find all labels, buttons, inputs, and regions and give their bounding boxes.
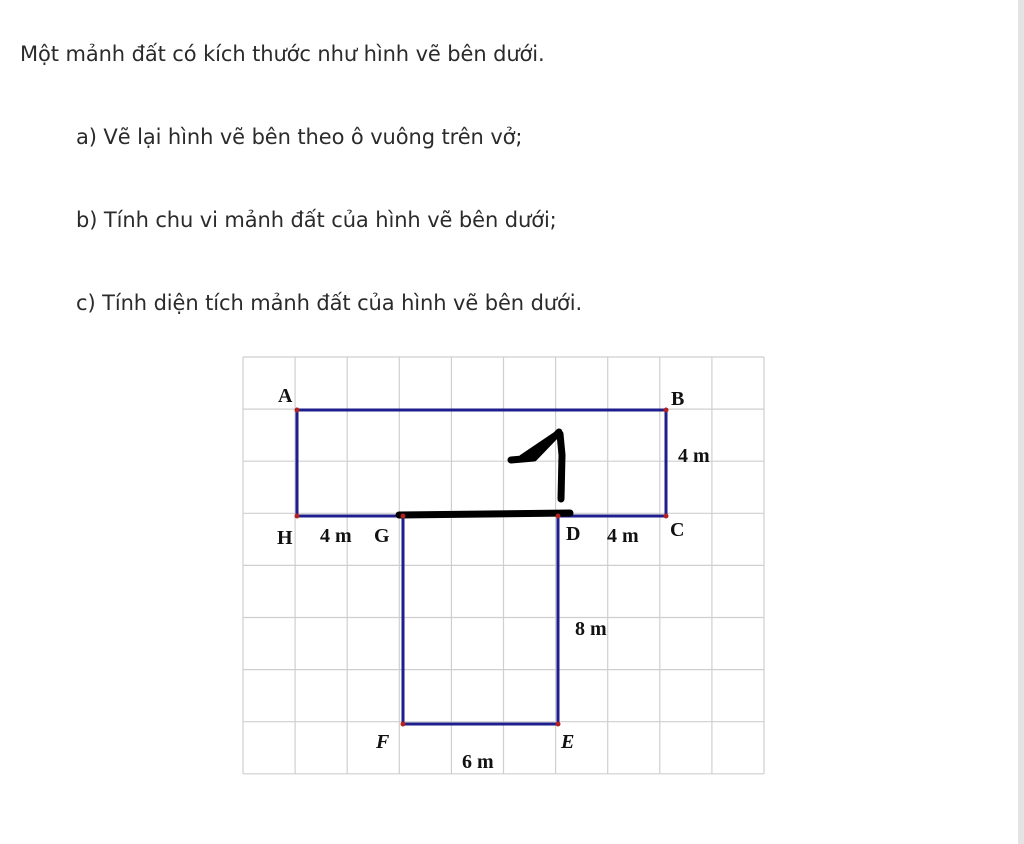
problem-intro: Một mảnh đất có kích thước như hình vẽ bên dưới. xyxy=(20,42,545,66)
label-point-b: B xyxy=(671,388,685,410)
measure-fe: 6 m xyxy=(462,751,494,773)
grid-paper xyxy=(243,357,764,774)
vertex-d xyxy=(556,514,561,519)
measure-de: 8 m xyxy=(575,618,607,640)
vertex-g xyxy=(401,514,406,519)
vertex-c xyxy=(664,514,669,519)
label-point-c: C xyxy=(670,519,685,541)
vertex-dots xyxy=(295,408,669,727)
handwritten-gd-stroke xyxy=(399,513,570,515)
label-point-f: F xyxy=(376,731,390,753)
question-a: a) Vẽ lại hình vẽ bên theo ô vuông trên vở; xyxy=(76,125,523,149)
measure-dc: 4 m xyxy=(607,525,639,547)
plot-outline xyxy=(297,410,666,724)
vertex-b xyxy=(664,408,669,413)
question-c: c) Tính diện tích mảnh đất của hình vẽ bên dưới. xyxy=(76,291,583,315)
measure-bc: 4 m xyxy=(678,445,710,467)
vertex-f xyxy=(401,722,406,727)
label-point-d: D xyxy=(566,523,581,545)
measure-hg: 4 m xyxy=(320,525,352,547)
question-b: b) Tính chu vi mảnh đất của hình vẽ bên dưới; xyxy=(76,208,557,232)
handwritten-annotation xyxy=(399,432,570,515)
label-point-g: G xyxy=(374,525,390,547)
label-point-h: H xyxy=(277,527,293,549)
vertex-h xyxy=(295,514,300,519)
label-point-e: E xyxy=(561,731,575,753)
handwritten-number-one xyxy=(511,432,562,499)
vertex-e xyxy=(556,722,561,727)
label-point-a: A xyxy=(278,385,293,407)
vertex-a xyxy=(295,408,300,413)
